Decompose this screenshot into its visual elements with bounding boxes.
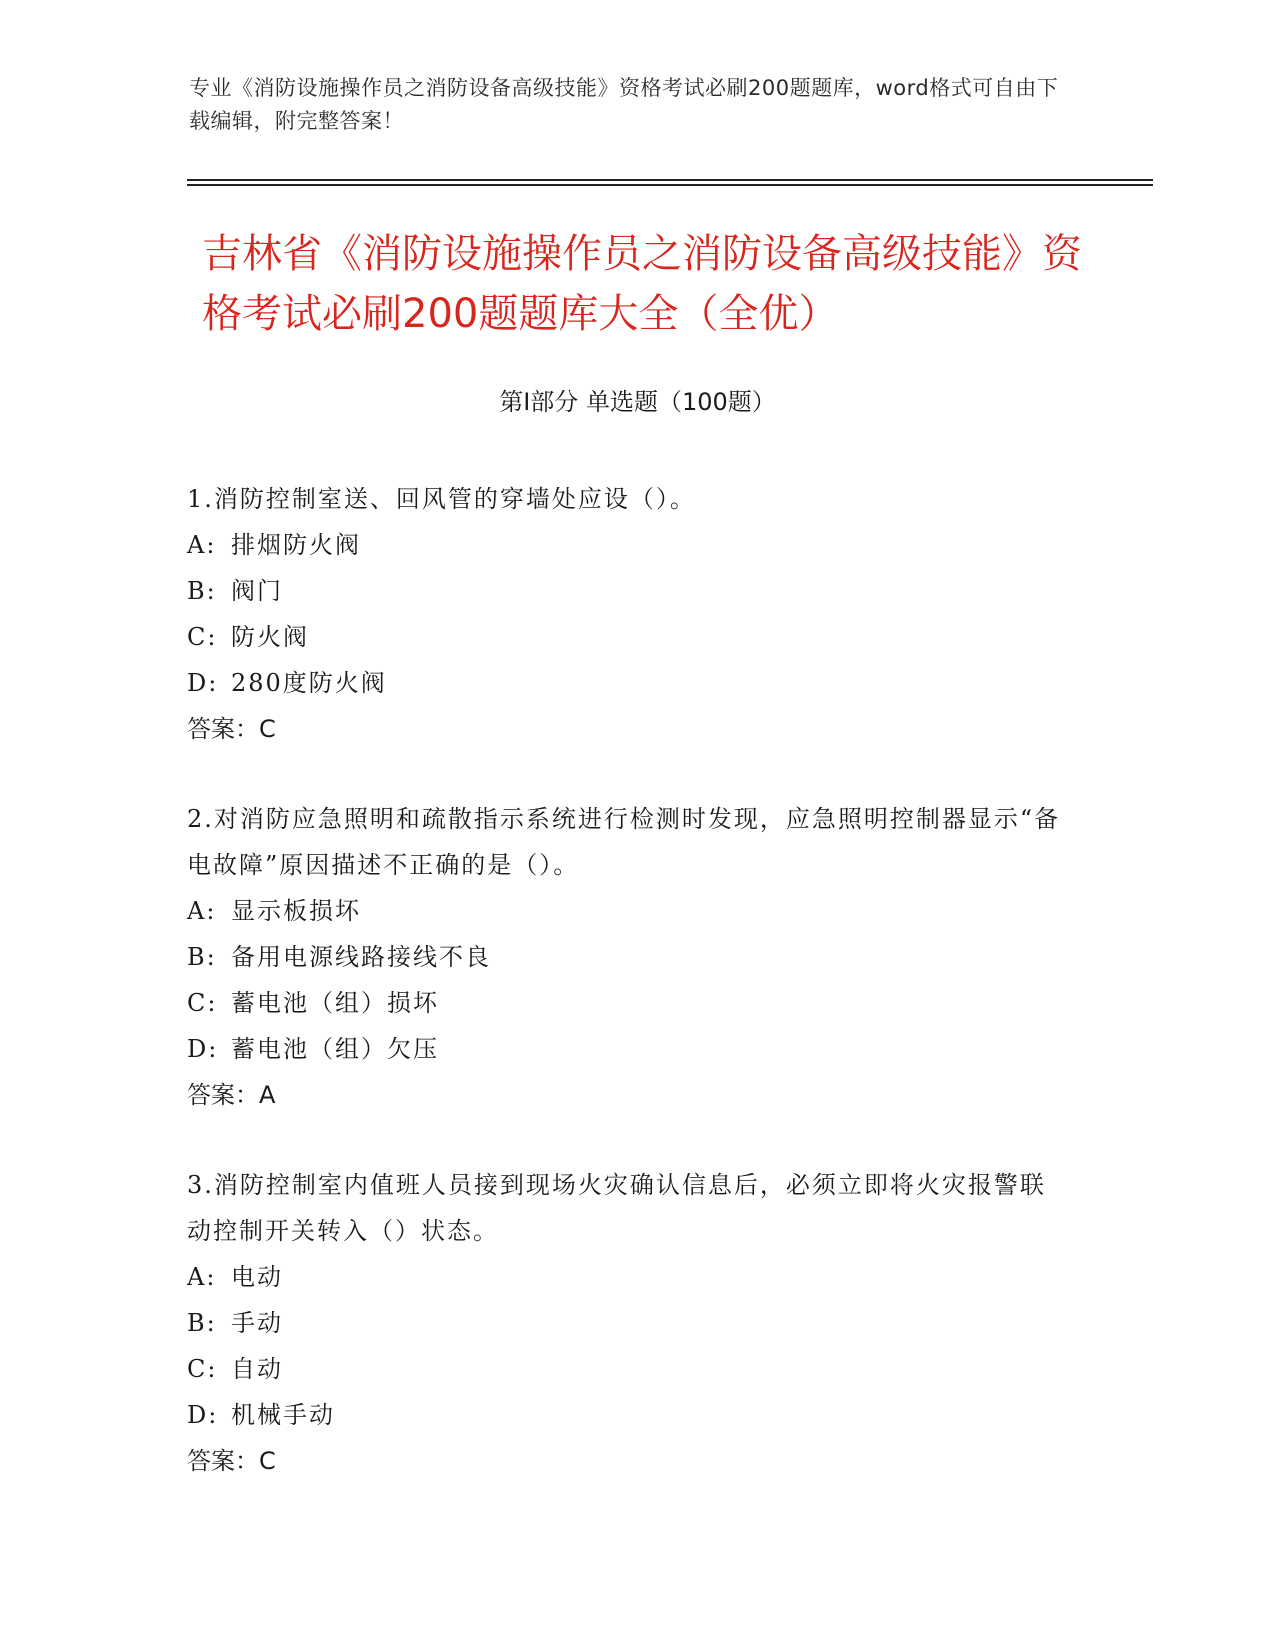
document-title: 吉林省《消防设施操作员之消防设备高级技能》资格考试必刷200题题库大全（全优） — [202, 231, 1082, 337]
option-text: 显示板损坏 — [231, 897, 361, 925]
option-b — [187, 568, 1067, 614]
option-key: C: — [187, 1355, 218, 1383]
option-list — [187, 1254, 1067, 1438]
option-text: 手动 — [231, 1309, 283, 1337]
option-c — [187, 1346, 1067, 1392]
question-stem: 2.对消防应急照明和疏散指示系统进行检测时发现，应急照明控制器显示“备电故障”原因描述不正确的是（）。 — [187, 805, 1061, 879]
option-d — [187, 660, 1067, 706]
option-d — [187, 1026, 1067, 1072]
option-text: 阀门 — [231, 577, 283, 605]
option-key: B: — [187, 577, 217, 605]
option-b — [187, 934, 1067, 980]
question-stem: 1.消防控制室送、回风管的穿墙处应设（）。 — [187, 485, 696, 513]
option-b — [187, 1300, 1067, 1346]
option-a — [187, 888, 1067, 934]
option-text: 280度防火阀 — [231, 669, 387, 697]
option-text: 自动 — [231, 1355, 283, 1383]
option-c — [187, 614, 1067, 660]
question-3 — [187, 1162, 1067, 1484]
option-key: B: — [187, 1309, 217, 1337]
option-list — [187, 888, 1067, 1072]
section-title: 第Ⅰ部分 单选题（100题） — [499, 388, 776, 416]
option-key: A: — [187, 897, 217, 925]
option-text: 蓄电池（组）损坏 — [231, 989, 439, 1017]
option-text: 防火阀 — [231, 623, 309, 651]
header-divider-top — [187, 179, 1153, 181]
question-list — [187, 476, 1067, 1528]
option-key: C: — [187, 623, 218, 651]
option-text: 排烟防火阀 — [231, 531, 361, 559]
option-text: 备用电源线路接线不良 — [231, 943, 491, 971]
option-c — [187, 980, 1067, 1026]
option-text: 蓄电池（组）欠压 — [231, 1035, 439, 1063]
option-key: D: — [187, 669, 219, 697]
option-key: D: — [187, 1401, 219, 1429]
option-key: A: — [187, 531, 217, 559]
option-text: 电动 — [231, 1263, 283, 1291]
answer-label: 答案：A — [187, 1081, 276, 1109]
option-key: A: — [187, 1263, 217, 1291]
option-key: C: — [187, 989, 218, 1017]
question-2 — [187, 796, 1067, 1118]
header-note: 专业《消防设施操作员之消防设备高级技能》资格考试必刷200题题库，word格式可自由下载编辑，附完整答案！ — [189, 76, 1059, 133]
answer-label: 答案：C — [187, 1447, 276, 1475]
option-key: B: — [187, 943, 217, 971]
question-stem: 3.消防控制室内值班人员接到现场火灾确认信息后，必须立即将火灾报警联动控制开关转入（）状态。 — [187, 1171, 1046, 1245]
option-d — [187, 1392, 1067, 1438]
option-list — [187, 522, 1067, 706]
header-divider-bottom — [187, 184, 1153, 186]
question-1 — [187, 476, 1067, 752]
option-a — [187, 522, 1067, 568]
answer-label: 答案：C — [187, 715, 276, 743]
option-key: D: — [187, 1035, 219, 1063]
option-text: 机械手动 — [231, 1401, 335, 1429]
option-a — [187, 1254, 1067, 1300]
